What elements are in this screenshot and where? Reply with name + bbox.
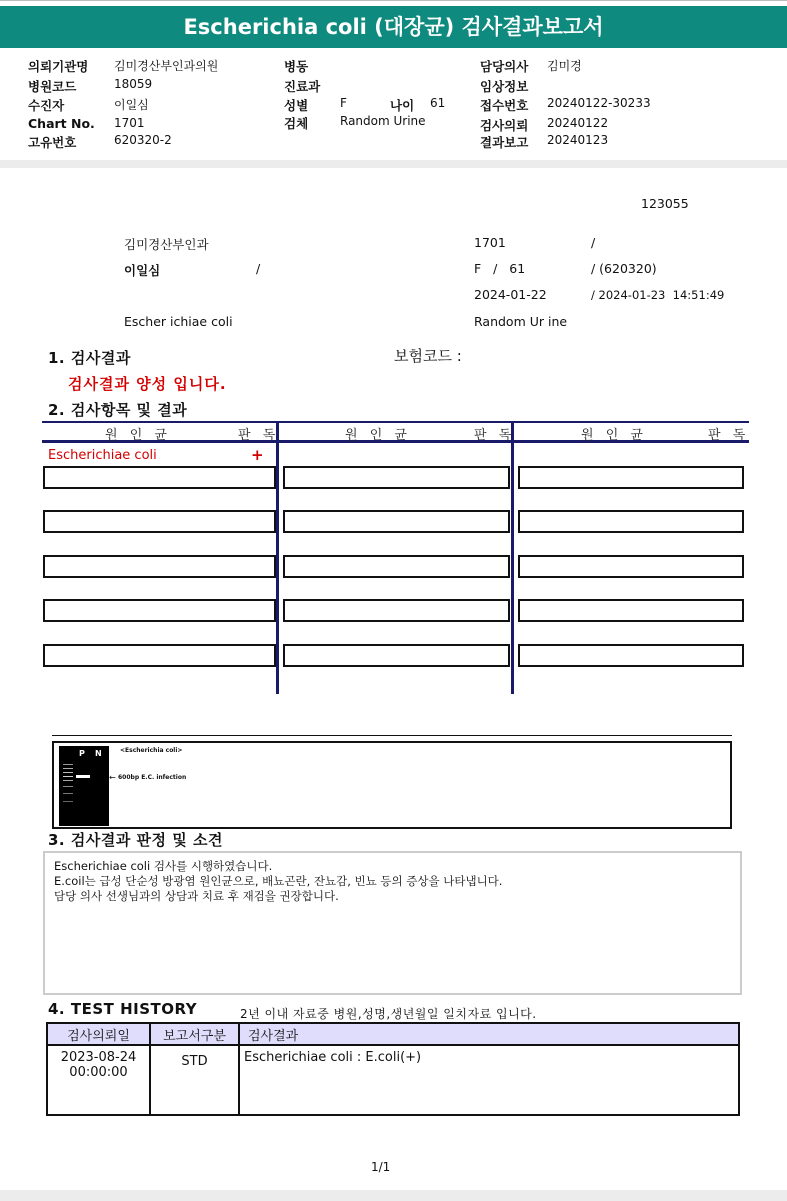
gel-band-note: 600bp E.C. infection [118, 774, 187, 781]
ladder-band [63, 776, 73, 777]
col-organism-2: 원 인 균 [345, 428, 411, 443]
empty-cell [43, 599, 276, 622]
history-date-cell [47, 1045, 150, 1115]
history-header-row [47, 1023, 739, 1045]
age-label: 나이 [390, 98, 415, 113]
chart-no-label: Chart No. [28, 116, 95, 131]
empty-cell [43, 555, 276, 578]
unique-no-label: 고유번호 [28, 135, 77, 150]
finding-line: Escherichiae coli 검사를 시행하였습니다. [54, 859, 273, 873]
findings-box [43, 851, 742, 995]
chart-no-value: 1701 [114, 116, 145, 130]
history-date: 2023-08-24 [60, 1050, 137, 1065]
gel-lane-p: P [79, 749, 85, 758]
col-judge-1: 판 독 [238, 428, 280, 443]
hospital-code-value: 18059 [114, 77, 153, 91]
report-sex-age: F / 61 [474, 261, 526, 276]
report-patient: 이일심 [124, 263, 161, 278]
col-judge-2: 판 독 [474, 428, 516, 443]
organism-result: Escherichiae coli [48, 448, 157, 463]
gel-figure [52, 741, 732, 829]
specimen-value: Random Urine [340, 114, 426, 128]
grid-divider-1 [276, 421, 279, 694]
report-test-name: Escher ichiae coli [124, 314, 233, 329]
history-type: STD [150, 1045, 239, 1115]
report-chart: 1701 [474, 235, 506, 250]
age-value: 61 [430, 96, 446, 110]
report-number: 123055 [641, 196, 689, 211]
dept-label: 진료과 [284, 79, 321, 94]
page-number: 1/1 [371, 1160, 391, 1174]
separator [0, 160, 787, 168]
section4-title: 4. TEST HISTORY [48, 1000, 198, 1018]
report-slash: / [591, 235, 596, 250]
empty-cell [283, 466, 510, 489]
history-time: 00:00:00 [69, 1065, 128, 1080]
gel-top-rule [52, 735, 732, 736]
section1-title: 1. 검사결과 [48, 349, 131, 367]
history-col-result: 검사결과 [239, 1023, 739, 1045]
unique-no-value: 620320-2 [114, 133, 172, 147]
report-specimen: Random Ur ine [474, 314, 568, 329]
patient-label: 수진자 [28, 98, 65, 113]
receipt-no-value: 20240122-30233 [547, 96, 651, 110]
table-row [47, 1045, 739, 1115]
doctor-label: 담당의사 [480, 59, 529, 74]
specimen-label: 검체 [284, 116, 309, 131]
gel-caption: <Escherichia coli> [120, 747, 183, 754]
empty-cell [518, 510, 744, 533]
ladder-band [63, 780, 73, 781]
clinical-info-label: 임상정보 [480, 79, 529, 94]
receipt-no-label: 접수번호 [480, 98, 529, 113]
col-organism-1: 원 인 균 [105, 428, 171, 443]
sex-value: F [340, 96, 347, 110]
ladder-band [63, 801, 73, 802]
grid-divider-2 [511, 421, 514, 694]
empty-cell [283, 644, 510, 667]
history-col-date: 검사의뢰일 [47, 1023, 150, 1045]
report-date-value: 20240123 [547, 133, 609, 147]
request-date-label: 검사의뢰 [480, 118, 529, 133]
report-request-date: 2024-01-22 [474, 287, 547, 302]
empty-cell [283, 599, 510, 622]
patient-value: 이일심 [114, 98, 149, 112]
section2-title: 2. 검사항목 및 결과 [48, 401, 188, 419]
hospital-code-label: 병원코드 [28, 79, 77, 94]
report-hospital: 김미경산부인과 [124, 237, 209, 252]
finding-line: E.coil는 급성 단순성 방광염 원인균으로, 배뇨곤란, 잔뇨감, 빈뇨 등의 증상을 나타냅니다. [54, 874, 503, 888]
request-date-value: 20240122 [547, 116, 609, 130]
grid-top-line [42, 421, 749, 423]
empty-cell [43, 644, 276, 667]
gel-image [59, 746, 109, 826]
col-judge-3: 판 독 [708, 428, 750, 443]
sex-label: 성별 [284, 98, 309, 113]
result-summary: 검사결과 양성 입니다. [68, 375, 227, 393]
hospital-value: 김미경산부인과의원 [114, 59, 219, 73]
empty-cell [283, 510, 510, 533]
history-col-type: 보고서구분 [150, 1023, 239, 1045]
gel-arrow-icon: ← [109, 773, 116, 782]
empty-cell [518, 644, 744, 667]
ladder-band [63, 764, 73, 765]
footer-bar [0, 1190, 787, 1201]
finding-line: 담당 의사 선생님과의 상담과 치료 후 재검을 권장합니다. [54, 889, 339, 903]
empty-cell [43, 466, 276, 489]
report-datetime: / 2024-01-23 14:51:49 [591, 288, 725, 302]
report-patient-slash: / [256, 261, 261, 276]
empty-cell [283, 555, 510, 578]
doctor-value: 김미경 [547, 59, 582, 73]
ladder-band [63, 768, 73, 769]
report-id-code: / (620320) [591, 261, 657, 276]
ladder-band [63, 772, 73, 773]
empty-cell [518, 466, 744, 489]
ward-label: 병동 [284, 59, 309, 74]
section3-title: 3. 검사결과 판정 및 소견 [48, 831, 223, 849]
report-date-label: 결과보고 [480, 135, 529, 150]
ladder-band [63, 786, 73, 787]
empty-cell [43, 510, 276, 533]
col-organism-3: 원 인 균 [581, 428, 647, 443]
positive-band [76, 775, 90, 778]
judgement-result: + [251, 446, 264, 464]
history-note: 2년 이내 자료중 병원,성명,생년월일 일치자료 입니다. [240, 1007, 537, 1021]
hospital-label: 의뢰기관명 [28, 59, 89, 74]
history-result: Escherichiae coli : E.coli(+) [239, 1045, 739, 1115]
history-table [46, 1022, 740, 1116]
insurance-code-label: 보험코드 : [394, 347, 462, 365]
report-title: Escherichia coli (대장균) 검사결과보고서 [0, 6, 787, 48]
empty-cell [518, 599, 744, 622]
empty-cell [518, 555, 744, 578]
ladder-band [63, 793, 73, 794]
gel-lane-n: N [95, 749, 102, 758]
